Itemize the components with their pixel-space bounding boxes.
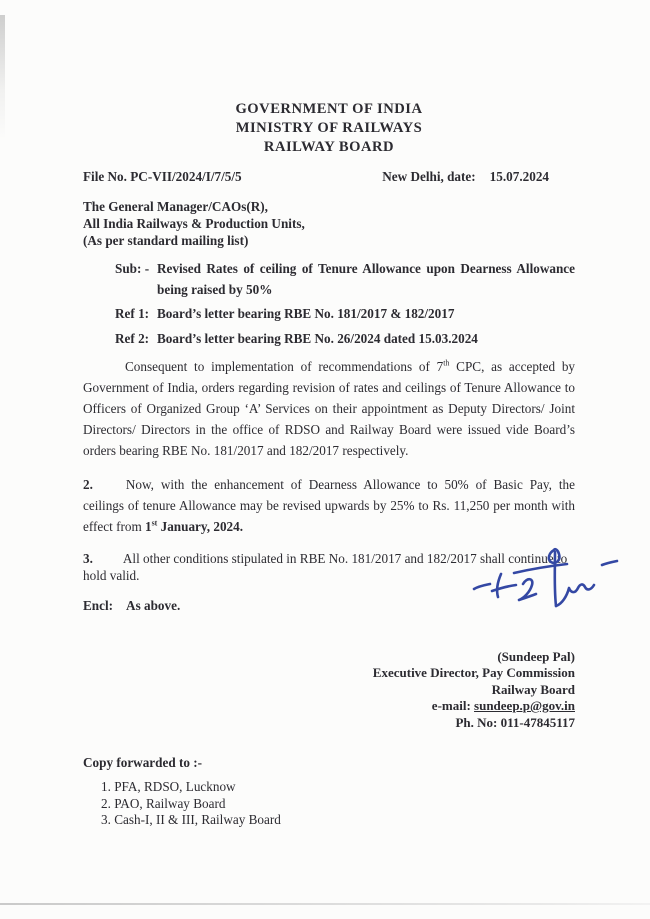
addressee-line-3: (As per standard mailing list) xyxy=(83,233,249,248)
subject-text: Revised Rates of ceiling of Tenure Allowance upon Dearness Allowance being raised by 50% xyxy=(157,261,575,297)
addressee-line-2: All India Railways & Production Units, xyxy=(83,216,305,231)
reference-row-1 xyxy=(115,305,575,322)
copy-item: 1. PFA, RDSO, Lucknow xyxy=(101,779,236,795)
letterhead-government: GOVERNMENT OF INDIA xyxy=(235,101,423,117)
copy-item: 3. Cash-I, II & III, Railway Board xyxy=(101,812,281,828)
letterhead xyxy=(83,100,575,157)
place-date xyxy=(382,169,549,185)
reference-2-label: Ref 2: xyxy=(115,331,150,346)
body-paragraph-2 xyxy=(83,474,575,537)
signatory-designation: Executive Director, Pay Commission xyxy=(372,665,575,681)
paragraph-1-text: Consequent to implementation of recommendations of 7 xyxy=(125,359,444,374)
copy-forwarded-list xyxy=(101,779,575,829)
signatory-email-line xyxy=(83,698,575,715)
signature-strokes xyxy=(474,549,617,606)
letterhead-board: RAILWAY BOARD xyxy=(263,139,395,155)
paragraph-2-number: 2. xyxy=(83,477,93,493)
reference-1-text: Board’s letter bearing RBE No. 181/2017 & 182/2017 xyxy=(157,306,455,321)
enclosure-label: Encl: xyxy=(83,597,114,613)
email-address: sundeep.p@gov.in xyxy=(474,698,575,714)
place-date-label: New Delhi, date: xyxy=(382,169,476,184)
paragraph-2-text: Now, with the enhancement of Dearness Allowance to 50% of Basic Pay, the ceilings of tenure Allowance may be revised upwards by 25% to Rs. 11,250 per month with effect from xyxy=(83,477,575,535)
paragraph-1-text-continued: CPC, as accepted by Government of India, orders regarding revision of rates and ceilings of Tenure Allowance to Officers of Organized Group ‘A’ Services on their appointment as Deputy Directors/ Joint Directors/ Directors in the office of RDSO and Railway Board were issued vide Board’s orders bearing RBE No. 181/2017 and 182/2017 respectively. xyxy=(83,359,576,458)
addressee-block xyxy=(83,198,575,249)
addressee-line-1: The General Manager/CAOs(R), xyxy=(83,199,268,214)
file-and-date-row xyxy=(83,169,575,185)
enclosure-text: As above. xyxy=(126,597,181,613)
signatory-phone: Ph. No: 011-47845117 xyxy=(455,714,575,730)
letterhead-ministry: MINISTRY OF RAILWAYS xyxy=(235,120,423,136)
file-number: File No. PC-VII/2024/I/7/5/5 xyxy=(83,169,242,184)
reference-2-text: Board’s letter bearing RBE No. 26/2024 dated 15.03.2024 xyxy=(157,331,478,346)
signature-block xyxy=(83,649,575,732)
body-paragraph-1 xyxy=(83,356,575,461)
effective-date: January, 2024. xyxy=(157,519,244,535)
paragraph-3-text: All other conditions stipulated in RBE No. 181/2017 and 182/2017 shall continue to hold valid. xyxy=(83,551,568,584)
date-value: 15.07.2024 xyxy=(489,169,549,184)
effective-date-day: 1 xyxy=(145,519,152,535)
subject-label: Sub: - xyxy=(115,261,150,276)
paragraph-3-number: 3. xyxy=(83,551,93,567)
scan-bottom-edge-line xyxy=(0,903,650,905)
ordinal-superscript-1st: st xyxy=(151,518,158,528)
subject-row xyxy=(115,259,575,300)
reference-1-label: Ref 1: xyxy=(115,306,150,321)
copy-forwarded-heading: Copy forwarded to :- xyxy=(83,755,203,771)
copy-item: 2. PAO, Railway Board xyxy=(101,795,226,811)
reference-row-2 xyxy=(115,330,575,347)
email-label: e-mail: xyxy=(431,698,475,714)
signatory-name: (Sundeep Pal) xyxy=(497,648,575,664)
handwritten-signature-ink xyxy=(470,543,620,621)
scan-edge-artifact xyxy=(0,15,5,140)
signatory-organization: Railway Board xyxy=(491,681,575,697)
ordinal-superscript-7th: th xyxy=(443,358,450,368)
